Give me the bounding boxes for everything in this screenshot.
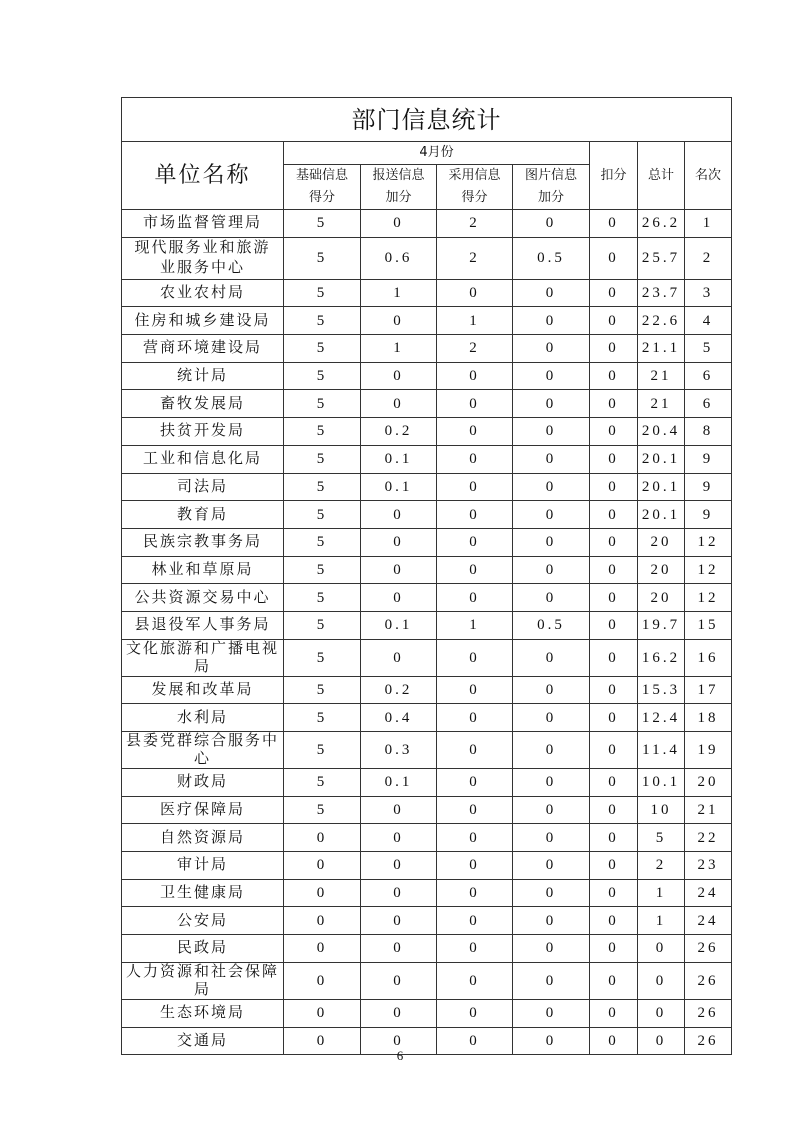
cell-rank: 16 [685,639,732,676]
cell-adopt-score: 0 [437,528,513,556]
cell-basic-score: 5 [284,445,361,473]
cell-rank: 22 [685,824,732,852]
cell-rank: 26 [685,935,732,963]
cell-unit-name: 交通局 [122,1027,284,1055]
cell-rank: 2 [685,237,732,279]
cell-basic-score: 5 [284,362,361,390]
cell-deduct: 0 [590,390,638,418]
cell-deduct: 0 [590,639,638,676]
cell-total: 16.2 [638,639,685,676]
cell-picture-score: 0 [513,307,590,335]
cell-rank: 9 [685,445,732,473]
header-report: 报送信息加分 [361,165,437,210]
cell-picture-score: 0 [513,704,590,732]
cell-deduct: 0 [590,528,638,556]
cell-basic-score: 5 [284,335,361,363]
cell-picture-score: 0 [513,556,590,584]
cell-basic-score: 5 [284,556,361,584]
cell-total: 2 [638,852,685,880]
table-row [122,879,732,907]
cell-report-score: 0.3 [361,732,437,769]
cell-adopt-score: 0 [437,390,513,418]
cell-basic-score: 5 [284,584,361,612]
cell-rank: 26 [685,999,732,1027]
cell-basic-score: 5 [284,307,361,335]
cell-adopt-score: 0 [437,879,513,907]
cell-unit-name: 营商环境建设局 [122,335,284,363]
cell-basic-score: 0 [284,907,361,935]
cell-report-score: 0 [361,852,437,880]
cell-rank: 8 [685,418,732,446]
cell-adopt-score: 0 [437,704,513,732]
cell-unit-name: 公共资源交易中心 [122,584,284,612]
cell-rank: 15 [685,611,732,639]
table-row [122,556,732,584]
cell-deduct: 0 [590,556,638,584]
cell-unit-name: 扶贫开发局 [122,418,284,446]
cell-unit-name: 人力资源和社会保障局 [122,962,284,999]
cell-picture-score: 0 [513,584,590,612]
cell-rank: 3 [685,279,732,307]
cell-rank: 4 [685,307,732,335]
cell-adopt-score: 0 [437,279,513,307]
cell-basic-score: 0 [284,1027,361,1055]
table-row [122,362,732,390]
cell-report-score: 1 [361,279,437,307]
cell-rank: 20 [685,769,732,797]
cell-unit-name: 审计局 [122,852,284,880]
cell-adopt-score: 2 [437,237,513,279]
cell-total: 1 [638,907,685,935]
header-deduct: 扣分 [590,142,638,210]
cell-basic-score: 0 [284,879,361,907]
cell-unit-name: 民族宗教事务局 [122,528,284,556]
table-row [122,390,732,418]
cell-basic-score: 5 [284,473,361,501]
table-row [122,237,732,279]
cell-adopt-score: 0 [437,1027,513,1055]
table-row [122,279,732,307]
cell-total: 0 [638,1027,685,1055]
cell-report-score: 0.2 [361,418,437,446]
cell-adopt-score: 0 [437,999,513,1027]
cell-rank: 12 [685,556,732,584]
cell-total: 21.1 [638,335,685,363]
table-row [122,639,732,676]
cell-picture-score: 0 [513,999,590,1027]
cell-basic-score: 5 [284,769,361,797]
header-basic: 基础信息得分 [284,165,361,210]
cell-basic-score: 0 [284,962,361,999]
cell-picture-score: 0 [513,907,590,935]
cell-rank: 24 [685,907,732,935]
cell-report-score: 0.1 [361,611,437,639]
cell-basic-score: 5 [284,611,361,639]
cell-total: 21 [638,362,685,390]
cell-picture-score: 0.5 [513,611,590,639]
cell-deduct: 0 [590,732,638,769]
cell-rank: 26 [685,1027,732,1055]
cell-report-score: 0 [361,528,437,556]
cell-adopt-score: 0 [437,769,513,797]
cell-total: 20.1 [638,473,685,501]
table-row [122,907,732,935]
table-row [122,307,732,335]
cell-adopt-score: 0 [437,418,513,446]
cell-report-score: 0 [361,362,437,390]
cell-total: 22.6 [638,307,685,335]
cell-adopt-score: 0 [437,907,513,935]
cell-adopt-score: 0 [437,362,513,390]
cell-total: 10.1 [638,769,685,797]
cell-unit-name: 水利局 [122,704,284,732]
cell-deduct: 0 [590,418,638,446]
cell-total: 20.4 [638,418,685,446]
cell-total: 21 [638,390,685,418]
cell-total: 19.7 [638,611,685,639]
cell-total: 0 [638,962,685,999]
cell-rank: 6 [685,390,732,418]
cell-adopt-score: 0 [437,676,513,704]
cell-report-score: 0.1 [361,445,437,473]
cell-unit-name: 卫生健康局 [122,879,284,907]
cell-basic-score: 5 [284,676,361,704]
cell-picture-score: 0 [513,528,590,556]
header-unit-name: 单位名称 [122,142,284,210]
cell-deduct: 0 [590,584,638,612]
cell-deduct: 0 [590,676,638,704]
cell-deduct: 0 [590,445,638,473]
cell-adopt-score: 2 [437,335,513,363]
cell-rank: 17 [685,676,732,704]
cell-deduct: 0 [590,362,638,390]
table-row [122,676,732,704]
cell-picture-score: 0 [513,852,590,880]
cell-total: 1 [638,879,685,907]
cell-total: 20.1 [638,501,685,529]
cell-adopt-score: 0 [437,445,513,473]
cell-deduct: 0 [590,824,638,852]
cell-picture-score: 0 [513,676,590,704]
cell-rank: 21 [685,796,732,824]
cell-report-score: 0 [361,962,437,999]
cell-basic-score: 5 [284,528,361,556]
cell-unit-name: 教育局 [122,501,284,529]
table-row [122,962,732,999]
cell-picture-score: 0 [513,445,590,473]
cell-report-score: 0 [361,584,437,612]
cell-report-score: 0 [361,907,437,935]
cell-picture-score: 0 [513,796,590,824]
cell-report-score: 0.4 [361,704,437,732]
cell-adopt-score: 0 [437,473,513,501]
cell-total: 5 [638,824,685,852]
cell-unit-name: 统计局 [122,362,284,390]
cell-deduct: 0 [590,879,638,907]
cell-deduct: 0 [590,335,638,363]
cell-deduct: 0 [590,611,638,639]
cell-basic-score: 5 [284,237,361,279]
table-row [122,935,732,963]
table-row [122,852,732,880]
cell-deduct: 0 [590,473,638,501]
cell-basic-score: 5 [284,418,361,446]
header-total: 总计 [638,142,685,210]
table-row [122,584,732,612]
cell-adopt-score: 0 [437,556,513,584]
cell-deduct: 0 [590,307,638,335]
cell-rank: 23 [685,852,732,880]
cell-deduct: 0 [590,704,638,732]
cell-picture-score: 0 [513,962,590,999]
cell-picture-score: 0 [513,879,590,907]
cell-total: 23.7 [638,279,685,307]
cell-total: 12.4 [638,704,685,732]
cell-total: 20 [638,584,685,612]
cell-picture-score: 0 [513,639,590,676]
cell-rank: 12 [685,528,732,556]
cell-deduct: 0 [590,796,638,824]
cell-report-score: 0 [361,210,437,238]
cell-total: 20.1 [638,445,685,473]
cell-basic-score: 5 [284,210,361,238]
cell-picture-score: 0 [513,824,590,852]
cell-report-score: 0 [361,824,437,852]
cell-unit-name: 医疗保障局 [122,796,284,824]
cell-deduct: 0 [590,279,638,307]
cell-report-score: 0 [361,796,437,824]
cell-deduct: 0 [590,852,638,880]
cell-total: 20 [638,528,685,556]
cell-report-score: 0 [361,307,437,335]
cell-total: 26.2 [638,210,685,238]
cell-deduct: 0 [590,1027,638,1055]
cell-adopt-score: 2 [437,210,513,238]
cell-adopt-score: 0 [437,639,513,676]
cell-deduct: 0 [590,769,638,797]
cell-unit-name: 畜牧发展局 [122,390,284,418]
cell-unit-name: 文化旅游和广播电视局 [122,639,284,676]
cell-rank: 19 [685,732,732,769]
cell-rank: 9 [685,473,732,501]
cell-basic-score: 0 [284,852,361,880]
cell-report-score: 0 [361,879,437,907]
cell-rank: 18 [685,704,732,732]
cell-rank: 6 [685,362,732,390]
cell-deduct: 0 [590,907,638,935]
table-row [122,769,732,797]
cell-total: 15.3 [638,676,685,704]
table-row [122,999,732,1027]
cell-total: 20 [638,556,685,584]
cell-report-score: 0.6 [361,237,437,279]
cell-unit-name: 县退役军人事务局 [122,611,284,639]
cell-adopt-score: 1 [437,307,513,335]
cell-unit-name: 现代服务业和旅游业服务中心 [122,237,284,279]
cell-deduct: 0 [590,237,638,279]
cell-adopt-score: 1 [437,611,513,639]
cell-basic-score: 5 [284,390,361,418]
header-picture: 图片信息加分 [513,165,590,210]
cell-report-score: 0 [361,935,437,963]
cell-report-score: 0 [361,390,437,418]
cell-unit-name: 县委党群综合服务中心 [122,732,284,769]
cell-basic-score: 5 [284,501,361,529]
cell-adopt-score: 0 [437,796,513,824]
cell-report-score: 1 [361,335,437,363]
cell-unit-name: 民政局 [122,935,284,963]
cell-total: 10 [638,796,685,824]
cell-report-score: 0.1 [361,769,437,797]
cell-rank: 26 [685,962,732,999]
cell-basic-score: 5 [284,796,361,824]
cell-unit-name: 住房和城乡建设局 [122,307,284,335]
cell-picture-score: 0 [513,390,590,418]
header-rank: 名次 [685,142,732,210]
table-row [122,611,732,639]
cell-unit-name: 财政局 [122,769,284,797]
cell-picture-score: 0 [513,279,590,307]
cell-picture-score: 0 [513,335,590,363]
header-month: 4月份 [284,142,590,165]
table-row [122,732,732,769]
department-info-table [121,97,732,1055]
cell-picture-score: 0.5 [513,237,590,279]
cell-unit-name: 农业农村局 [122,279,284,307]
cell-adopt-score: 0 [437,732,513,769]
cell-basic-score: 5 [284,704,361,732]
cell-picture-score: 0 [513,1027,590,1055]
cell-report-score: 0.2 [361,676,437,704]
cell-deduct: 0 [590,210,638,238]
cell-rank: 9 [685,501,732,529]
table-row [122,824,732,852]
cell-report-score: 0.1 [361,473,437,501]
cell-adopt-score: 0 [437,824,513,852]
cell-picture-score: 0 [513,473,590,501]
cell-report-score: 0 [361,1027,437,1055]
cell-unit-name: 发展和改革局 [122,676,284,704]
cell-report-score: 0 [361,556,437,584]
cell-adopt-score: 0 [437,962,513,999]
page-number: 6 [396,1048,404,1063]
table-row [122,473,732,501]
table-row [122,704,732,732]
table-row [122,418,732,446]
cell-unit-name: 司法局 [122,473,284,501]
cell-report-score: 0 [361,639,437,676]
cell-unit-name: 工业和信息化局 [122,445,284,473]
table-row [122,210,732,238]
header-adopt: 采用信息得分 [437,165,513,210]
cell-picture-score: 0 [513,418,590,446]
cell-rank: 1 [685,210,732,238]
cell-unit-name: 市场监督管理局 [122,210,284,238]
cell-basic-score: 0 [284,935,361,963]
table-row [122,335,732,363]
cell-rank: 5 [685,335,732,363]
cell-total: 0 [638,999,685,1027]
cell-picture-score: 0 [513,769,590,797]
cell-unit-name: 自然资源局 [122,824,284,852]
cell-report-score: 0 [361,501,437,529]
cell-total: 11.4 [638,732,685,769]
cell-deduct: 0 [590,935,638,963]
cell-basic-score: 0 [284,824,361,852]
cell-adopt-score: 0 [437,935,513,963]
cell-adopt-score: 0 [437,584,513,612]
cell-basic-score: 0 [284,999,361,1027]
cell-report-score: 0 [361,999,437,1027]
cell-deduct: 0 [590,501,638,529]
cell-basic-score: 5 [284,732,361,769]
cell-picture-score: 0 [513,501,590,529]
cell-unit-name: 生态环境局 [122,999,284,1027]
cell-total: 25.7 [638,237,685,279]
cell-picture-score: 0 [513,732,590,769]
table-row [122,796,732,824]
cell-picture-score: 0 [513,210,590,238]
cell-deduct: 0 [590,962,638,999]
cell-picture-score: 0 [513,362,590,390]
cell-unit-name: 林业和草原局 [122,556,284,584]
cell-basic-score: 5 [284,639,361,676]
cell-unit-name: 公安局 [122,907,284,935]
cell-rank: 24 [685,879,732,907]
table-row [122,528,732,556]
table-row [122,445,732,473]
cell-basic-score: 5 [284,279,361,307]
cell-adopt-score: 0 [437,852,513,880]
table-title: 部门信息统计 [122,98,732,142]
cell-picture-score: 0 [513,935,590,963]
cell-rank: 12 [685,584,732,612]
cell-adopt-score: 0 [437,501,513,529]
cell-total: 0 [638,935,685,963]
cell-deduct: 0 [590,999,638,1027]
table-row [122,501,732,529]
